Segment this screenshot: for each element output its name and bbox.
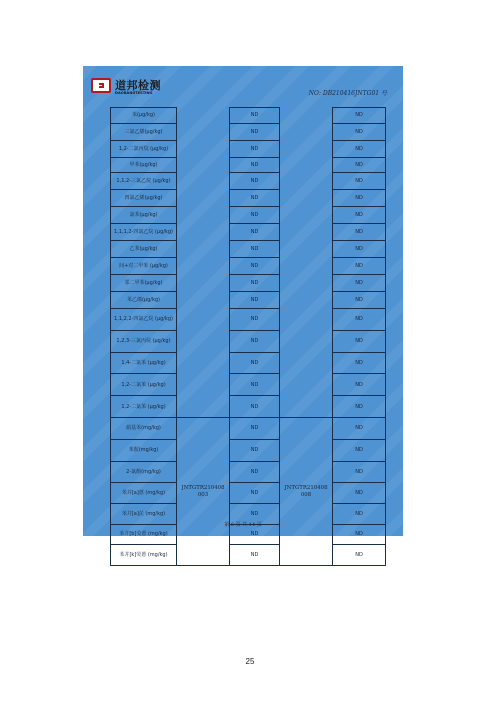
table-row: [111, 275, 386, 292]
result-right: ND: [333, 241, 386, 258]
page-number: 25: [245, 657, 255, 666]
result-right: ND: [333, 309, 386, 331]
analyte-name: 1,2-二氯苯 (μg/kg): [111, 396, 177, 418]
result-right: ND: [333, 374, 386, 396]
result-left: ND: [230, 157, 280, 173]
result-left: ND: [230, 545, 280, 566]
report-number: NO: DB210416JNTG01 号: [308, 90, 387, 97]
sample-id-left: JNTGTR210408 003: [177, 418, 230, 566]
table-row: [111, 241, 386, 258]
result-left: ND: [230, 173, 280, 190]
analyte-name: 四氯乙烯(μg/kg): [111, 190, 177, 207]
analyte-name: 1,2-二氯丙烷 (μg/kg): [111, 140, 177, 157]
result-left: ND: [230, 224, 280, 241]
result-left: ND: [230, 275, 280, 292]
report-sheet: [83, 66, 403, 559]
analyte-name: 三氯乙烯(μg/kg): [111, 123, 177, 140]
sample-id-right: JNTGTR210408 008: [280, 418, 333, 566]
analyte-name: 苯乙烯(μg/kg): [111, 292, 177, 309]
table-row: [111, 461, 386, 483]
result-left: ND: [230, 352, 280, 374]
result-left: ND: [230, 374, 280, 396]
analyte-name: 1,1,2,2-四氯乙烷 (μg/kg): [111, 309, 177, 331]
result-right: ND: [333, 190, 386, 207]
company-name-en: DAOBANGTESTING: [115, 91, 153, 95]
table-row: [111, 224, 386, 241]
table-row: [111, 309, 386, 331]
analyte-name: 间+对二甲苯 (μg/kg): [111, 258, 177, 275]
result-left: ND: [230, 140, 280, 157]
analyte-name: 1,4-二氯苯 (μg/kg): [111, 352, 177, 374]
result-left: ND: [230, 524, 280, 545]
analyte-name: 1,2,3-三氯丙烷 (μg/kg): [111, 330, 177, 352]
result-right: ND: [333, 157, 386, 173]
table-row: [111, 330, 386, 352]
result-left: ND: [230, 241, 280, 258]
result-left: ND: [230, 258, 280, 275]
table-row: [111, 207, 386, 224]
result-right: ND: [333, 545, 386, 566]
table-row: [111, 418, 386, 440]
result-right: ND: [333, 524, 386, 545]
result-left: ND: [230, 483, 280, 504]
table-row: [111, 258, 386, 275]
table-row: [111, 374, 386, 396]
table-row: [111, 396, 386, 418]
result-right: ND: [333, 461, 386, 483]
result-left: ND: [230, 309, 280, 331]
table-row: [111, 190, 386, 207]
result-left: ND: [230, 330, 280, 352]
analyte-name: 苯并[k]荧蒽 (mg/kg): [111, 545, 177, 566]
company-logo-icon: [91, 78, 111, 93]
result-right: ND: [333, 108, 386, 124]
table-row: [111, 108, 386, 124]
table-row: [111, 123, 386, 140]
analyte-name: 苯(μg/kg): [111, 108, 177, 124]
analyte-name: 苯并[a]芘 (mg/kg): [111, 504, 177, 525]
sample-cell-left-blank: [177, 108, 230, 418]
analyte-name: 邻二甲苯(μg/kg): [111, 275, 177, 292]
result-left: ND: [230, 108, 280, 124]
result-left: ND: [230, 439, 280, 461]
result-right: ND: [333, 504, 386, 525]
table-row: [111, 352, 386, 374]
analyte-name: 苯并[b]荧蒽 (mg/kg): [111, 524, 177, 545]
table-row: [111, 292, 386, 309]
analyte-name: 硝基苯(mg/kg): [111, 418, 177, 440]
analyte-name: 甲苯(μg/kg): [111, 157, 177, 173]
result-right: ND: [333, 258, 386, 275]
analyte-name: 苯并[a]蒽 (mg/kg): [111, 483, 177, 504]
table-row: [111, 157, 386, 173]
result-right: ND: [333, 396, 386, 418]
analyte-name: 氯苯(μg/kg): [111, 207, 177, 224]
result-right: ND: [333, 140, 386, 157]
table-row: [111, 173, 386, 190]
page-footer: 第 6 页 共 14 页: [224, 522, 262, 528]
result-right: ND: [333, 439, 386, 461]
analyte-name: 2-氯酚(mg/kg): [111, 461, 177, 483]
report-header: [83, 66, 403, 106]
result-right: ND: [333, 275, 386, 292]
result-right: ND: [333, 352, 386, 374]
result-right: ND: [333, 123, 386, 140]
result-right: ND: [333, 173, 386, 190]
analyte-name: 苯胺(mg/kg): [111, 439, 177, 461]
results-table: [110, 107, 386, 566]
result-left: ND: [230, 418, 280, 440]
sample-cell-right-blank: [280, 108, 333, 418]
result-right: ND: [333, 330, 386, 352]
table-row: [111, 545, 386, 566]
analyte-name: 乙苯(μg/kg): [111, 241, 177, 258]
result-right: ND: [333, 292, 386, 309]
result-right: ND: [333, 224, 386, 241]
result-left: ND: [230, 396, 280, 418]
result-right: ND: [333, 483, 386, 504]
analyte-name: 1,2-二氯苯 (μg/kg): [111, 374, 177, 396]
result-left: ND: [230, 461, 280, 483]
result-left: ND: [230, 190, 280, 207]
analyte-name: 1,1,1,2-四氯乙烷 (μg/kg): [111, 224, 177, 241]
table-row: [111, 140, 386, 157]
result-left: ND: [230, 207, 280, 224]
table-row: [111, 439, 386, 461]
result-right: ND: [333, 207, 386, 224]
analyte-name: 1,1,2-三氯乙烷 (μg/kg): [111, 173, 177, 190]
result-left: ND: [230, 292, 280, 309]
company-name: 道邦检测: [115, 79, 161, 92]
result-right: ND: [333, 418, 386, 440]
table-row: [111, 483, 386, 504]
result-left: ND: [230, 504, 280, 525]
result-left: ND: [230, 123, 280, 140]
